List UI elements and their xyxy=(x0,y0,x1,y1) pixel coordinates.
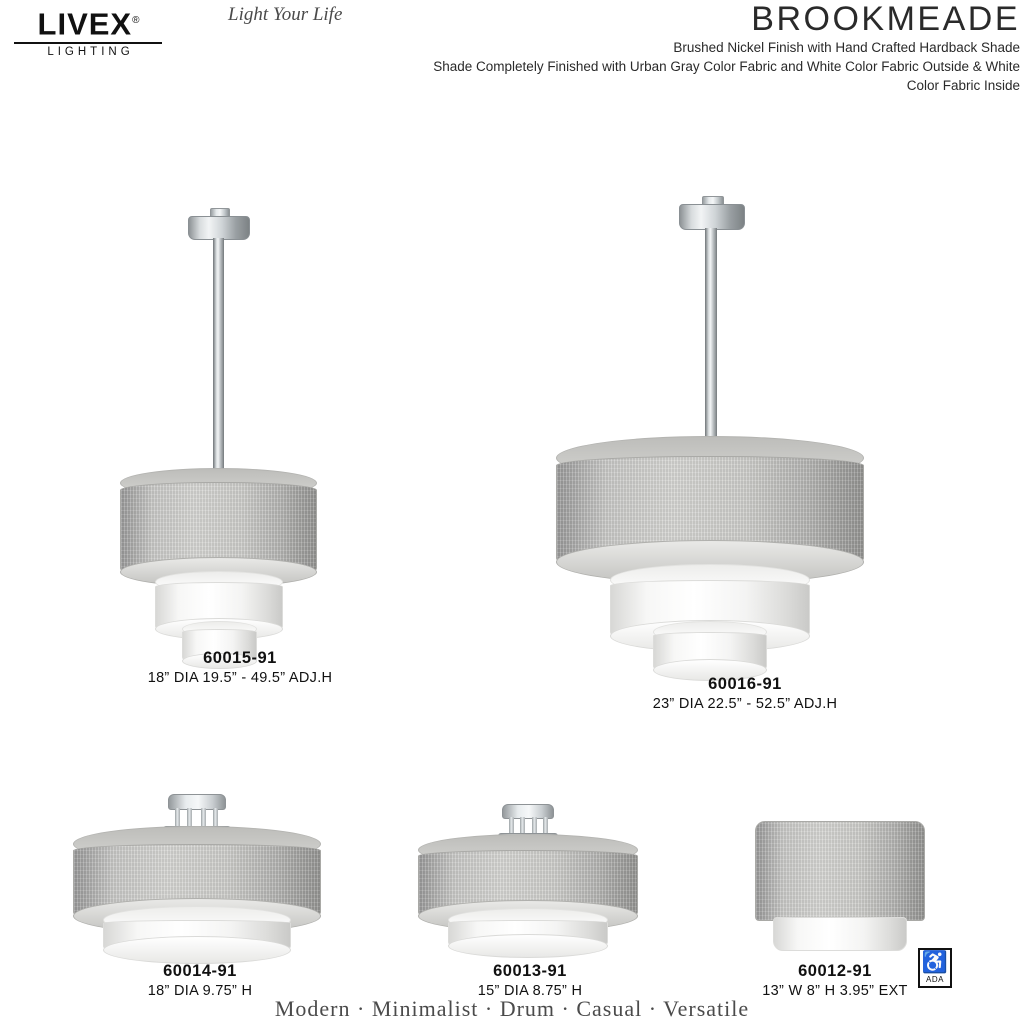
product-image-60013-91 xyxy=(410,786,650,966)
product-image-60012-91 xyxy=(735,791,935,966)
downrod-60015 xyxy=(213,238,224,478)
product-dims-60015-91: 18” DIA 19.5” - 49.5” ADJ.H xyxy=(147,670,333,686)
product-code-60015-91: 60015-91 xyxy=(203,649,277,667)
cluster-bar-b-60014 xyxy=(187,808,192,828)
product-dims-60016-91: 23” DIA 22.5” - 52.5” ADJ.H xyxy=(652,696,838,712)
caption-60016-91 xyxy=(595,674,895,714)
cluster-bar-a-60014 xyxy=(175,808,180,828)
brand-tagline: Light Your Life xyxy=(228,4,343,25)
product-code-60012-91: 60012-91 xyxy=(798,962,872,980)
product-illustration-stage xyxy=(0,86,1024,999)
product-dims-60014-91: 18” DIA 9.75” H xyxy=(147,983,253,999)
cluster-bar-d-60014 xyxy=(213,808,218,828)
product-description-line-1: Brushed Nickel Finish with Hand Crafted Hardback Shade xyxy=(673,40,1020,55)
product-code-60014-91: 60014-91 xyxy=(163,962,237,980)
caption-60013-91 xyxy=(390,961,670,1001)
ada-badge-label: ADA xyxy=(926,975,944,984)
brand-name-text: LIVEX xyxy=(37,6,133,42)
product-description-line-2: Shade Completely Finished with Urban Gray Color Fabric and White Color Fabric Outside & White Color Fabric Inside xyxy=(433,59,1020,93)
wheelchair-icon: ♿ xyxy=(921,951,949,974)
product-image-60014-91 xyxy=(65,776,335,966)
page-header xyxy=(0,0,1024,93)
brand-subtitle: LIGHTING xyxy=(47,46,134,59)
brand-logo xyxy=(14,4,164,58)
white-shade-bottom-rim-60013 xyxy=(448,934,608,958)
downrod-60016 xyxy=(705,228,717,450)
brand-divider xyxy=(14,42,162,44)
canopy-60015 xyxy=(188,216,250,240)
caption-60014-91 xyxy=(60,961,340,1001)
product-image-60016-91 xyxy=(540,116,880,646)
product-code-60016-91: 60016-91 xyxy=(708,675,782,693)
white-shade-60012 xyxy=(773,917,907,951)
product-image-60015-91 xyxy=(110,116,370,616)
caption-60015-91 xyxy=(95,648,385,688)
white-shade-bottom-rim-60014 xyxy=(103,936,291,964)
product-dims-60012-91: 13” W 8” H 3.95” EXT xyxy=(762,983,908,999)
brand-name xyxy=(38,4,141,41)
product-dims-60013-91: 15” DIA 8.75” H xyxy=(477,983,583,999)
grey-shade-60012 xyxy=(755,821,925,921)
canopy-60016 xyxy=(679,204,745,230)
footer-keywords: Modern · Minimalist · Drum · Casual · Versatile xyxy=(274,996,750,1021)
caption-60012-91 xyxy=(720,961,950,1001)
product-title-block xyxy=(400,0,1020,95)
ada-badge xyxy=(918,948,952,988)
registered-trademark-icon: ® xyxy=(132,15,141,26)
product-code-60013-91: 60013-91 xyxy=(493,962,567,980)
cluster-bar-c-60014 xyxy=(201,808,206,828)
page-title: BROOKMEADE xyxy=(751,0,1020,38)
